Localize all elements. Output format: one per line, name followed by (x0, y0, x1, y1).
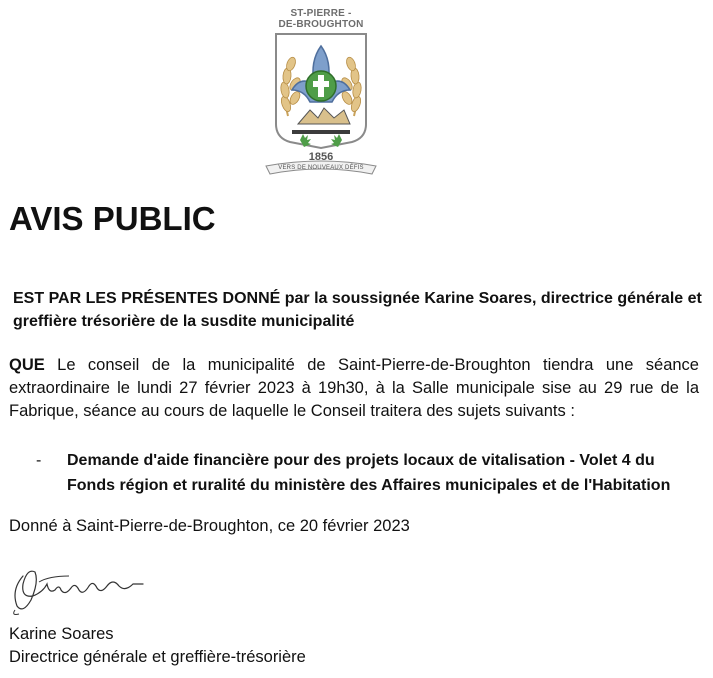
intro-paragraph (13, 287, 703, 333)
notice-text: Le conseil de la municipalité de Saint-Pierre-de-Broughton tiendra une séance extraordinaire le lundi 27 février 2023 à 19h30, à la Salle municipale sise au 29 rue de la Fabrique, séance au cours de laquelle le Conseil traitera des sujets suivants : (9, 356, 699, 420)
notice-lead: QUE (9, 356, 45, 374)
intro-rest: par la soussignée Karine Soares, directrice générale et greffière trésorière de la susdite municipalité (13, 290, 702, 330)
logo-municipality-name (262, 8, 380, 30)
logo-year: 1856 (308, 151, 334, 163)
dated-line: Donné à Saint-Pierre-de-Broughton, ce 20 février 2023 (9, 517, 410, 535)
page-title: AVIS PUBLIC (9, 200, 216, 237)
agenda-bullet: - (36, 452, 42, 469)
logo-motto: VERS DE NOUVEAUX DÉFIS (278, 165, 364, 171)
logo-name-line1: ST-PIERRE - (290, 8, 352, 19)
logo-name-line2: DE-BROUGHTON (278, 19, 364, 30)
intro-lead: EST PAR LES PRÉSENTES DONNÉ (13, 290, 281, 307)
handwritten-signature (9, 562, 149, 620)
agenda-text: Demande d'aide financière pour des projets locaux de vitalisation - Volet 4 du Fonds région et ruralité du ministère des Affaires municipales et de l'Habitation (67, 452, 671, 494)
notice-paragraph (9, 354, 699, 423)
signer-title: Directrice générale et greffière-trésorière (9, 648, 306, 666)
municipality-logo (262, 6, 380, 178)
signer-name: Karine Soares (9, 625, 114, 643)
agenda-item (36, 448, 701, 498)
